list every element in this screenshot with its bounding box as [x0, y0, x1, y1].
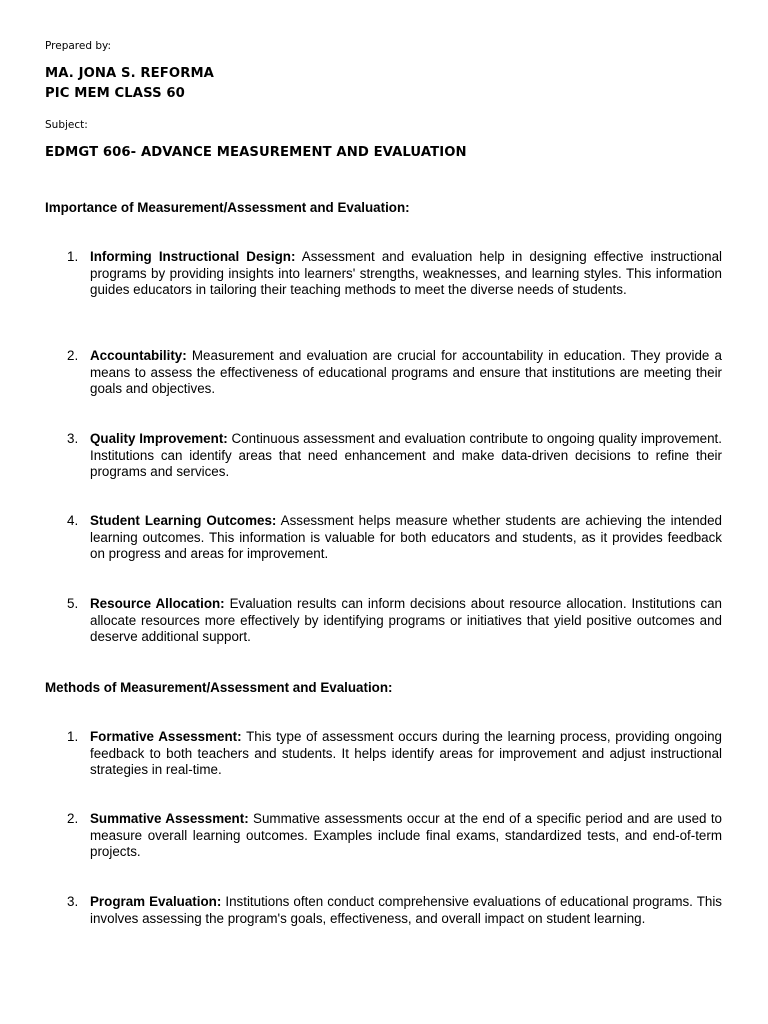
prepared-by-label: Prepared by: — [45, 40, 111, 52]
subject-title: EDMGT 606- ADVANCE MEASUREMENT AND EVALUATION — [45, 145, 467, 160]
item-term: Quality Improvement: — [90, 431, 228, 446]
list-item-body — [90, 513, 722, 563]
subject-label: Subject: — [45, 119, 88, 131]
author-name: MA. JONA S. REFORMA — [45, 66, 214, 81]
item-term: Accountability: — [90, 348, 187, 363]
item-term: Student Learning Outcomes: — [90, 513, 277, 528]
list-number: 5. — [67, 596, 79, 611]
item-text: Summative assessments occur at the end of a specific period and are used to measure overall learning outcomes. Examples include final exams, standardized tests, and end-of-term projects. — [90, 811, 722, 859]
list-item-body — [90, 811, 722, 861]
list-item-body — [90, 249, 722, 299]
item-term: Formative Assessment: — [90, 729, 242, 744]
item-text: Measurement and evaluation are crucial for accountability in education. They provide a means to assess the effectiveness of educational programs and ensure that institutions are meeting their goals and objectives. — [90, 348, 722, 396]
list-number: 2. — [67, 811, 79, 826]
list-item-body — [90, 596, 722, 646]
list-number: 2. — [67, 348, 79, 363]
list-item-body — [90, 431, 722, 481]
author-class: PIC MEM CLASS 60 — [45, 86, 185, 101]
list-item-body — [90, 348, 722, 398]
item-text: This type of assessment occurs during the learning process, providing ongoing feedback to both teachers and students. It helps identify areas for improvement and adjust instructional strategies in real-time. — [90, 729, 722, 777]
item-text: Institutions often conduct comprehensive evaluations of educational programs. This involves assessing the program's goals, effectiveness, and overall impact on student learning. — [90, 894, 722, 926]
list-number: 1. — [67, 249, 79, 264]
item-term: Program Evaluation: — [90, 894, 222, 909]
list-number: 3. — [67, 431, 79, 446]
list-number: 1. — [67, 729, 79, 744]
item-term: Summative Assessment: — [90, 811, 249, 826]
item-term: Informing Instructional Design: — [90, 249, 296, 264]
item-term: Resource Allocation: — [90, 596, 225, 611]
importance-heading: Importance of Measurement/Assessment and Evaluation: — [45, 200, 410, 215]
methods-heading: Methods of Measurement/Assessment and Evaluation: — [45, 680, 393, 695]
list-number: 3. — [67, 894, 79, 909]
item-text: Assessment helps measure whether students are achieving the intended learning outcomes. This information is valuable for both educators and students, as it provides feedback on progress and areas for improvement. — [90, 513, 722, 561]
item-text: Continuous assessment and evaluation contribute to ongoing quality improvement. Institutions can identify areas that need enhancement and make data-driven decisions to refine their programs and services. — [90, 431, 722, 479]
list-item-body — [90, 729, 722, 779]
item-text: Assessment and evaluation help in designing effective instructional programs by providing insights into learners' strengths, weaknesses, and learning styles. This information guides educators in tailoring their teaching methods to meet the diverse needs of students. — [90, 249, 722, 297]
list-number: 4. — [67, 513, 79, 528]
item-text: Evaluation results can inform decisions about resource allocation. Institutions can allocate resources more effectively by identifying programs or initiatives that yield positive outcomes and deserve additional support. — [90, 596, 722, 644]
list-item-body — [90, 894, 722, 927]
